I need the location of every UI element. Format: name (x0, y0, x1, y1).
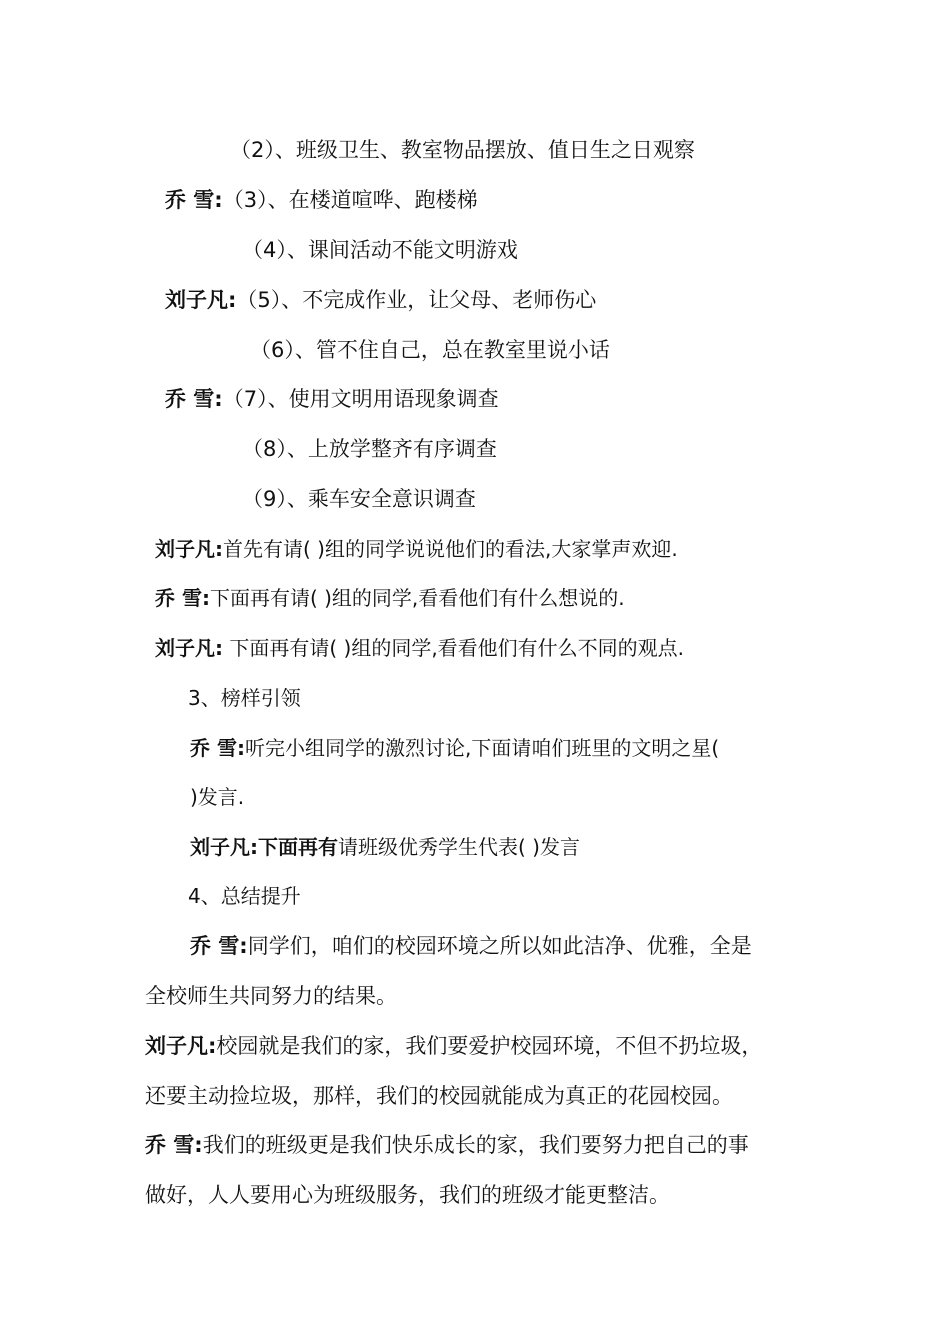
speaker-label: 刘子凡:下面再有 (190, 835, 338, 859)
dialogue-line (242, 435, 497, 463)
line-text: 同学们，咱们的校园环境之所以如此洁净、优雅，全是 (247, 934, 752, 958)
speaker-label: 刘子凡: (165, 288, 237, 312)
line-text: （4）、课间活动不能文明游戏 (242, 238, 518, 262)
dialogue-line (242, 485, 476, 513)
line-text: （7）、使用文明用语现象调查 (222, 387, 499, 411)
line-text: 3、榜样引领 (188, 686, 301, 710)
dialogue-line (145, 1181, 670, 1209)
speaker-label: 乔 雪: (165, 387, 223, 411)
speaker-label: 乔 雪: (145, 1133, 203, 1157)
speaker-label: 乔 雪: (165, 188, 223, 212)
section-heading (188, 882, 301, 910)
dialogue-line (155, 634, 684, 662)
line-text: （3）、在楼道喧哗、跑楼梯 (222, 188, 478, 212)
speaker-label: 刘子凡: (145, 1034, 217, 1058)
line-text: 下面再有请( )组的同学,看看他们有什么不同的观点. (223, 636, 685, 660)
line-text: )发言. (190, 785, 245, 809)
dialogue-line (230, 136, 695, 164)
speaker-label: 刘子凡: (155, 537, 223, 561)
dialogue-line (145, 1131, 749, 1159)
line-text: （2）、班级卫生、教室物品摆放、值日生之日观察 (230, 138, 695, 162)
dialogue-line (155, 584, 625, 612)
line-text: 全校师生共同努力的结果。 (145, 984, 397, 1008)
dialogue-line (145, 982, 397, 1010)
dialogue-line (190, 833, 580, 861)
line-text: 校园就是我们的家，我们要爱护校园环境，不但不扔垃圾， (216, 1034, 763, 1058)
line-text: （8）、上放学整齐有序调查 (242, 437, 497, 461)
dialogue-line (155, 535, 678, 563)
dialogue-line (145, 1032, 762, 1060)
line-text: 听完小组同学的激烈讨论,下面请咱们班里的文明之星( (244, 736, 720, 760)
dialogue-line (190, 932, 752, 960)
speaker-label: 乔 雪: (190, 736, 245, 760)
dialogue-line (145, 1082, 733, 1110)
line-text: 4、总结提升 (188, 884, 301, 908)
line-text: 做好，人人要用心为班级服务，我们的班级才能更整洁。 (145, 1183, 670, 1207)
dialogue-line (165, 286, 596, 314)
dialogue-line (190, 734, 719, 762)
dialogue-line (242, 236, 518, 264)
line-text: 我们的班级更是我们快乐成长的家，我们要努力把自己的事 (202, 1133, 749, 1157)
line-text: （9）、乘车安全意识调查 (242, 487, 476, 511)
line-text: （6）、管不住自己，总在教室里说小话 (250, 338, 610, 362)
dialogue-line (250, 336, 610, 364)
line-text: 请班级优秀学生代表( )发言 (338, 835, 580, 859)
line-text: 还要主动捡垃圾，那样，我们的校园就能成为真正的花园校园。 (145, 1084, 733, 1108)
speaker-label: 刘子凡: (155, 636, 223, 660)
line-text: 首先有请( )组的同学说说他们的看法,大家掌声欢迎. (223, 537, 678, 561)
section-heading (188, 684, 301, 712)
dialogue-line (165, 186, 478, 214)
speaker-label: 乔 雪: (190, 934, 248, 958)
line-text: 下面再有请( )组的同学,看看他们有什么想说的. (209, 586, 625, 610)
dialogue-line (190, 783, 244, 811)
dialogue-line (165, 385, 499, 413)
line-text: （5）、不完成作业，让父母、老师伤心 (236, 288, 597, 312)
speaker-label: 乔 雪: (155, 586, 210, 610)
